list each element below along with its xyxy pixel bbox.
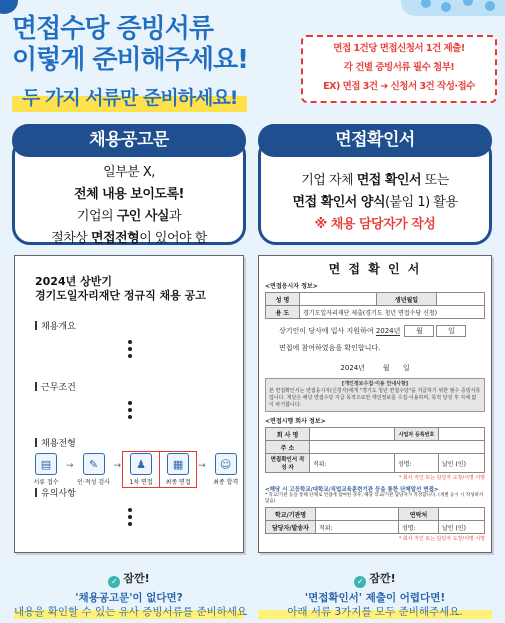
- posting-title-line2: 경기도일자리재단 정규직 채용 공고: [35, 289, 206, 302]
- ellipsis-icon: [128, 508, 132, 529]
- school-position-label: 직위:: [316, 521, 399, 534]
- panel-line: ※ 채용 담당자가 작성: [314, 217, 436, 232]
- document-icon: ▤: [35, 453, 57, 475]
- section-process: 채용전형: [35, 436, 76, 449]
- notice-box: [301, 35, 497, 103]
- name-label: 성 명: [266, 293, 300, 306]
- statement-line1: 상기인이 당사에 입사 지원하여 2024년 월 일: [279, 325, 485, 337]
- logo-mark: [0, 0, 18, 14]
- notice-line2: 각 건별 증빙서류 필수 첨부!: [343, 62, 455, 73]
- arrow-icon: →: [113, 461, 122, 471]
- job-posting-document: [14, 255, 244, 553]
- notice-line3: EX) 면접 3건 ➜ 신청서 3건 작성·접수: [323, 81, 475, 92]
- contact-value: [439, 508, 485, 521]
- job-posting-panel: [12, 130, 246, 246]
- check-icon: ✓: [354, 576, 366, 588]
- bottom-left-line2: 내용을 확인할 수 있는 유사 증빙서류를 준비하세요: [14, 606, 248, 618]
- section-conditions: 근무조건: [35, 380, 76, 393]
- privacy-notice-title: [개인정보수집·이용 안내사항]: [341, 381, 409, 387]
- address-value: [310, 441, 485, 454]
- arrow-icon: →: [198, 461, 206, 471]
- job-posting-panel-text: [15, 162, 243, 250]
- panel-line: 기업의 구인 사실과: [76, 209, 182, 224]
- date-line: 2024년 월 일: [340, 364, 410, 372]
- wait-heading: ✓ 잠깐!: [14, 570, 244, 588]
- panel-line: 전체 내용 보이도록!: [74, 187, 184, 202]
- page-title-line1: 면접수당 증빙서류: [12, 14, 213, 44]
- stage-final-interview: ▦ 최종 면접: [161, 453, 195, 486]
- panel-line: 기업 자체 면접 확인서 또는: [301, 173, 449, 188]
- stage-document: ▤ 서류 접수: [29, 453, 63, 486]
- school-note: * 학교/기관 등을 통해 단체로 면접에 참여한 경우, 해당 학교/기관 담당자가 작성합니다. (개별 응시 시 작성하지 않음): [265, 493, 484, 504]
- school-person-label: 담당자/발송자: [266, 521, 316, 534]
- purpose-label: 용 도: [266, 306, 300, 319]
- school-section-label: <해당 시 고등학교/대학교/직업교육훈련기관 등을 통한 단체알선 면접>: [265, 487, 439, 493]
- stage-aptitude: ✎ 인·적성 검사: [77, 453, 111, 486]
- form-title: 면 접 확 인 서: [328, 262, 422, 276]
- stage-final-pass: ☺ 최종 합격: [209, 453, 243, 486]
- interview-confirm-panel: [258, 130, 492, 245]
- interview-confirm-panel-text: [261, 170, 489, 236]
- privacy-notice: [265, 378, 485, 412]
- page-title-line2: 이렇게 준비해주세요!: [12, 45, 248, 75]
- job-posting-panel-title: 채용공고문: [12, 124, 246, 157]
- board-icon: ▦: [167, 453, 189, 475]
- school-warning: * 회사 직인 또는 담당자 도장/서명 서명: [398, 536, 485, 542]
- school-table: [265, 507, 485, 534]
- section-overview: 채용개요: [35, 319, 76, 332]
- test-icon: ✎: [83, 453, 105, 475]
- ellipsis-icon: [128, 401, 132, 422]
- applicant-table: [265, 292, 485, 319]
- company-name-value: [310, 428, 395, 441]
- birth-value: [437, 293, 485, 306]
- section-notes: 유의사항: [35, 486, 76, 499]
- stage-first-interview: ♟ 1차 면접: [124, 453, 158, 486]
- applicant-section-label: <면접응시자 정보>: [265, 283, 318, 290]
- address-label: 주 소: [266, 441, 310, 454]
- interview-confirmation-document: [258, 255, 492, 553]
- contact-label: 연락처: [399, 508, 439, 521]
- bottom-left-note: [14, 570, 248, 619]
- panel-line: 일부분 X,: [103, 165, 155, 180]
- company-section-label: <면접시행 회사 정보>: [265, 418, 326, 425]
- notice-line1: 면접 1건당 면접신청서 1건 제출!: [333, 43, 465, 54]
- name-value: [300, 293, 377, 306]
- panel-line: 면접 확인서 양식(붙임 1) 활용: [292, 195, 458, 210]
- ellipsis-icon: [128, 340, 132, 361]
- person-name-label: 성명:: [395, 454, 439, 473]
- panel-line: 절차상 면접전형이 있어야 함: [51, 231, 207, 246]
- bottom-right-note: [258, 570, 492, 619]
- purpose-value: 경기도일자리재단 제출(경기도 청년 면접수당 신청): [300, 306, 485, 319]
- biz-no-value: [439, 428, 485, 441]
- school-value: [316, 508, 399, 521]
- people-icon: ♟: [130, 453, 152, 475]
- school-name-label: 성명:: [399, 521, 439, 534]
- decorative-corner: [401, 0, 505, 16]
- arrow-icon: →: [66, 461, 74, 471]
- bottom-right-line1: '면접확인서' 제출이 어렵다면!: [304, 592, 446, 604]
- school-label: 학교/기관명: [266, 508, 316, 521]
- check-icon: ✓: [108, 576, 120, 588]
- company-table: [265, 427, 485, 473]
- confirmer-label: 면접확인서 작 성 자: [266, 454, 310, 473]
- privacy-notice-body: 본 면접확인서는 면접응시자(신청자)에게 "경기도 청년 면접수당"을 지급하기 위한 필수 증빙서류입니다. 재단은 해당 면접수당 지급 목적으로만 개인정보를 수집·이용하며, 목적 달성 후 지체 없이 파기합니다.: [269, 388, 481, 408]
- position-label: 직위:: [310, 454, 395, 473]
- bottom-right-line2: 아래 서류 3가지를 모두 준비해주세요.: [258, 605, 492, 619]
- hiring-process-steps: [29, 453, 243, 486]
- company-name-label: 회 사 명: [266, 428, 310, 441]
- birth-label: 생년월일: [377, 293, 437, 306]
- signature-cell: 날인 (인): [439, 454, 485, 473]
- bottom-left-line1: '채용공고문'이 없다면?: [75, 592, 183, 604]
- biz-no-label: 사업자 등록번호: [395, 428, 439, 441]
- person-icon: ☺: [215, 453, 237, 475]
- wait-heading: ✓ 잠깐!: [258, 570, 492, 588]
- company-warning: * 회사 직인 또는 담당자 도장/서명 서명: [398, 475, 485, 481]
- posting-title-line1: 2024년 상반기: [35, 275, 112, 288]
- statement-line2: 면접에 참여하였음을 확인합니다.: [279, 344, 381, 352]
- interview-confirm-panel-title: 면접확인서: [258, 124, 492, 157]
- highlight-subtitle: 두 가지 서류만 준비하세요!: [12, 85, 247, 112]
- school-signature-cell: 날인 (인): [439, 521, 485, 534]
